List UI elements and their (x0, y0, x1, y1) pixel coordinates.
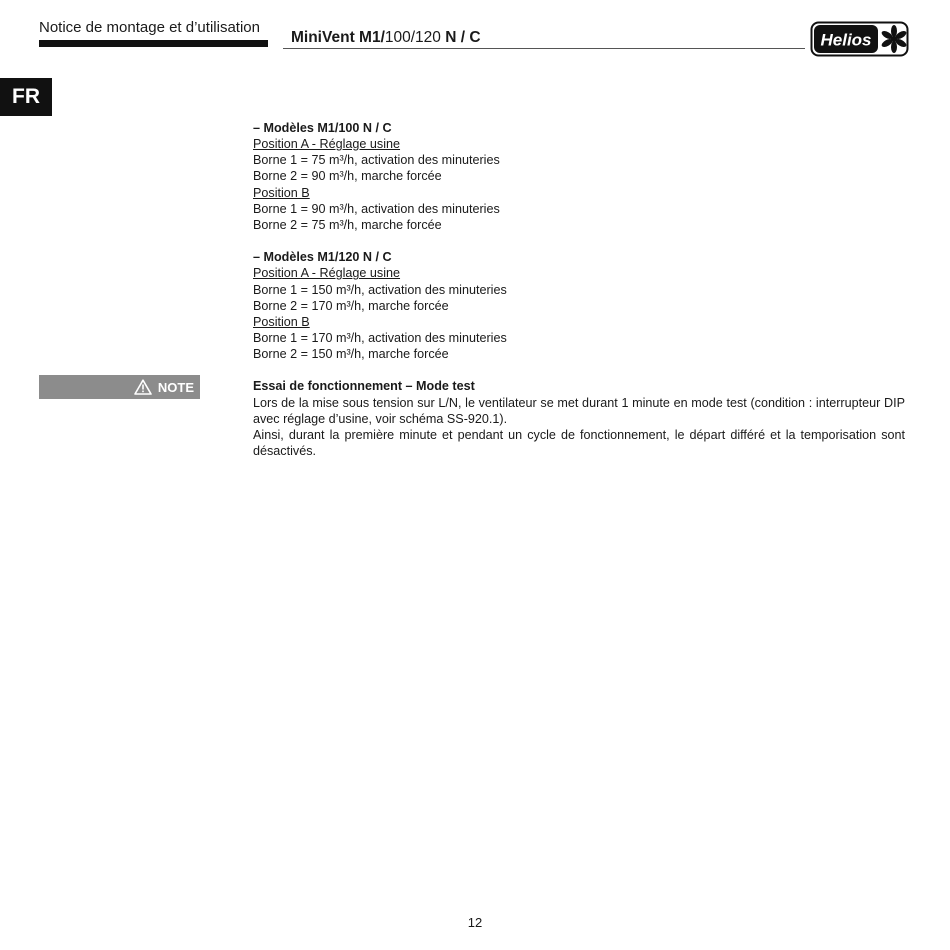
setting-line: Borne 1 = 150 m³/h, activation des minuteries (253, 282, 507, 297)
setting-line: Borne 1 = 170 m³/h, activation des minuteries (253, 331, 507, 346)
model-variants: 100/120 (384, 29, 441, 46)
setting-line: Borne 2 = 170 m³/h, marche forcée (253, 298, 449, 313)
note-badge (39, 375, 200, 399)
model-prefix: MiniVent M1/ (291, 29, 385, 46)
position-b-label: Position B (253, 314, 310, 329)
header-rule (283, 48, 805, 49)
position-b-label: Position B (253, 185, 310, 200)
section-title-m100: – Modèles M1/100 N / C (253, 121, 392, 135)
setting-line: Borne 1 = 90 m³/h, activation des minuteries (253, 201, 500, 216)
title-underline-bar (39, 40, 268, 47)
setting-line: Borne 2 = 75 m³/h, marche forcée (253, 217, 442, 232)
warning-icon (134, 379, 152, 395)
setting-line: Borne 2 = 150 m³/h, marche forcée (253, 347, 449, 362)
model-suffix: N / C (440, 29, 481, 46)
model-title (291, 29, 481, 47)
page-number: 12 (467, 915, 483, 930)
note-label: NOTE (157, 379, 194, 395)
helios-logo (810, 21, 909, 62)
logo-text: Helios (820, 30, 872, 50)
position-a-label: Position A - Réglage usine (253, 266, 401, 281)
note-paragraph: Lors de la mise sous tension sur L/N, le ventilateur se met durant 1 minute en mode test (condition : interrupteur DIP avec réglage d’usine, voir schéma SS-920.1). (253, 395, 905, 426)
note-paragraph: Ainsi, durant la première minute et pendant un cycle de fonctionnement, le départ différé et la temporisation sont désactivés. (253, 427, 905, 459)
setting-line: Borne 2 = 90 m³/h, marche forcée (253, 169, 442, 184)
main-content (253, 120, 905, 459)
note-heading: Essai de fonctionnement – Mode test (253, 379, 475, 394)
document-title: Notice de montage et d’utilisation (39, 19, 260, 36)
setting-line: Borne 1 = 75 m³/h, activation des minuteries (253, 153, 500, 168)
position-a-label: Position A - Réglage usine (253, 137, 401, 152)
language-tab: FR (0, 78, 52, 116)
section-title-m120: – Modèles M1/120 N / C (253, 250, 392, 265)
